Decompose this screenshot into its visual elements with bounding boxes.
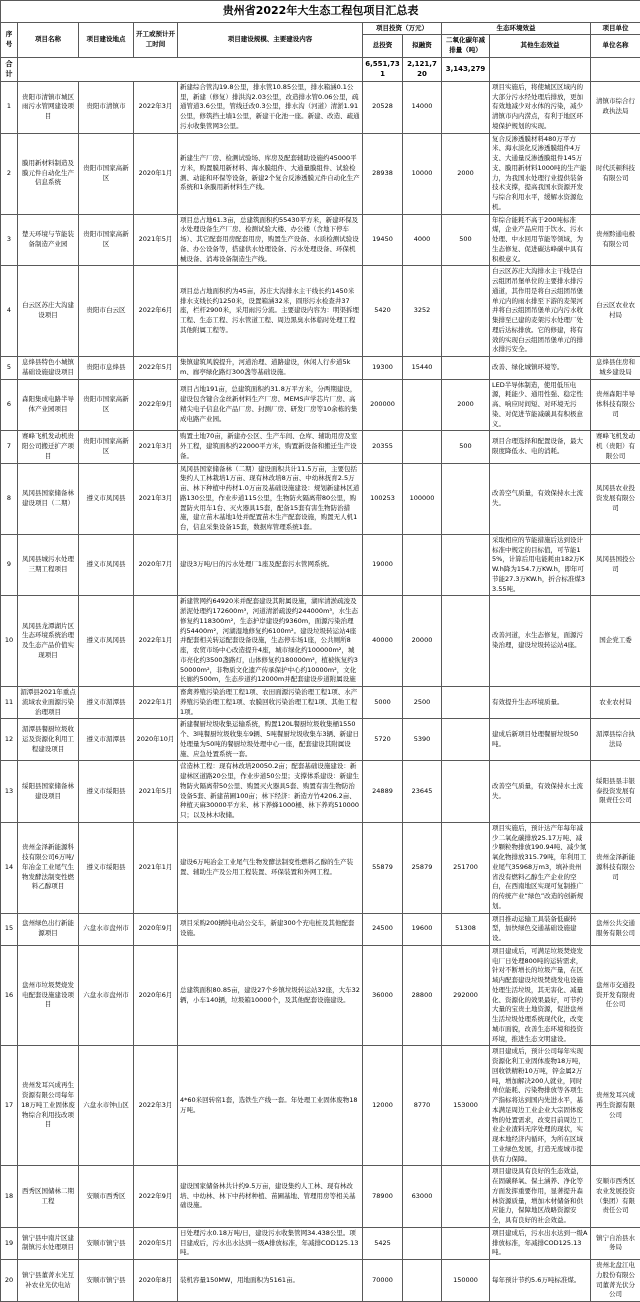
cell-start-time: 2022年3月: [134, 1046, 178, 1166]
cell-content: 日处理污水0.18万吨/日，建设污水收集管网34.438公里。项目建成后，污水出水达到一级A排放标准，年减排COD125.13吨。: [178, 1227, 363, 1259]
cell-unit-name: 镇宁自治县水务局: [591, 1227, 640, 1259]
summary-co2: 3,143,279: [442, 57, 490, 81]
cell-content: 凤冈县国家储备林（二期）建设面积共计11.5万亩，主要包括集约人工林栽培1万亩、现有林改培8万亩、中幼林抚育2.5万亩、林下种植中药材1.0万亩及基础设施建设：规划新建林区道路130公里，作业步道115公里，生物防火隔离带80公里，购置防火用车1台、灭火器具15套，配备15套有害生物防治措施，建立苗木基地1处并配置苗木生产配套设施，购置无人机1台，信息采集设备15套，数据库管理系统1套。: [178, 463, 363, 534]
cell-unit-name: 湄潭县综合执法局: [591, 719, 640, 761]
cell-financing: [403, 534, 442, 596]
cell-location: 遵义市绥阳县: [79, 761, 134, 823]
cell-content: 新建餐厨垃圾收集运输系统，购置120L餐厨垃圾收集桶1550个、3吨餐厨垃圾收集车9辆、5吨餐厨垃圾收集车3辆、新建日处理量为50吨的餐厨垃圾处理中心一座，配套建设其附属设施、应急处置系统一套。: [178, 719, 363, 761]
cell-other-eco: 项目实施后，预计达产年每年减少二氧化碳排放25.17万吨、减少颗粒物排放190.94吨、减少氮氧化物排放315.79吨，年利用工业尾气35968万m3，填补贵州省没有燃料乙醇生产企业的空白，在西南地区实现可复制推广的传统产业“绿色”改造的创新规划。: [490, 822, 591, 913]
cell-financing: [403, 379, 442, 431]
cell-location: 遵义市凤冈县: [79, 534, 134, 596]
cell-total-investment: 5720: [363, 719, 403, 761]
cell-project-name: 白云区苏庄大沟建设项目: [18, 266, 79, 357]
table-row: [1, 266, 640, 357]
cell-unit-name: 安顺市西秀区农业发展投资（集团）有限责任公司: [591, 1166, 640, 1228]
cell-start-time: 2022年1月: [134, 596, 178, 687]
table-row: [1, 534, 640, 596]
cell-start-time: 2022年6月: [134, 266, 178, 357]
cell-location: 遵义市凤冈县: [79, 596, 134, 687]
cell-unit-name: 国企党工委: [591, 596, 640, 687]
cell-seq: 14: [1, 822, 18, 913]
cell-project-name: 赛峰飞机发动机贵阳公司搬迁扩产项目: [18, 431, 79, 463]
cell-other-eco: 改善、绿化城镇环境等。: [490, 357, 591, 380]
table-row: [1, 379, 640, 431]
cell-other-eco: 采取相应的节能措施后达到设计标准中规定的目标值，可节能15%，计算后用电能耗由182万KW.h降为154.7万KW.h，即年可节能27.3万KW.h，折合标准煤33.55吨。: [490, 534, 591, 596]
table-row: [1, 431, 640, 463]
cell-seq: 19: [1, 1227, 18, 1259]
cell-other-eco: 复合反渗透膜材料480万平方米、海水淡化反渗透膜组件4万支、大通量反渗透膜组件145万支、膜用新材料1000吨的生产能力，为我国水处理行业提供装备技术支撑，提高我国水资源开发与综合利用水平，缓解水资源危机。: [490, 133, 591, 214]
cell-seq: 3: [1, 214, 18, 266]
cell-start-time: 2020年1月: [134, 133, 178, 214]
cell-co2-reduction: [442, 687, 490, 719]
cell-co2-reduction: [442, 463, 490, 534]
cell-total-investment: 20528: [363, 81, 403, 133]
cell-start-time: 2021年1月: [134, 822, 178, 913]
col-header-start-time: 开工或预计开工时间: [134, 22, 178, 57]
cell-financing: 19600: [403, 913, 442, 945]
cell-seq: 6: [1, 379, 18, 431]
cell-total-investment: 19300: [363, 357, 403, 380]
cell-start-time: 2022年5月: [134, 357, 178, 380]
table-row: [1, 1046, 640, 1166]
col-header-seq: 序号: [1, 22, 18, 57]
cell-financing: 15440: [403, 357, 442, 380]
cell-co2-reduction: 500: [442, 431, 490, 463]
cell-unit-name: 时代沃顿科技有限公司: [591, 133, 640, 214]
col-group-investment: 项目投资（万元）: [363, 22, 442, 35]
cell-total-investment: 40000: [363, 596, 403, 687]
cell-total-investment: 19450: [363, 214, 403, 266]
cell-location: 贵阳市国家高新区: [79, 214, 134, 266]
cell-co2-reduction: [442, 761, 490, 823]
cell-location: 六盘水市钟山区: [79, 1046, 134, 1166]
cell-total-investment: 24500: [363, 913, 403, 945]
cell-unit-name: 盘州市交通投资开发有限责任公司: [591, 945, 640, 1046]
cell-start-time: 2021年3月: [134, 463, 178, 534]
cell-start-time: 2022年9月: [134, 1166, 178, 1228]
cell-financing: 10000: [403, 133, 442, 214]
cell-project-name: 盘州绿色出行新能源项目: [18, 913, 79, 945]
cell-project-name: 镇宁县董菁水光互补农业光伏电站: [18, 1260, 79, 1302]
cell-start-time: 2020年10月: [134, 719, 178, 761]
cell-other-eco: 建成后新项目处理餐厨垃圾50吨。: [490, 719, 591, 761]
cell-financing: 25879: [403, 822, 442, 913]
cell-seq: 11: [1, 687, 18, 719]
cell-unit-name: 白云区农业农村局: [591, 266, 640, 357]
summary-total-investment: 6,551,731: [363, 57, 403, 81]
cell-total-investment: 19000: [363, 534, 403, 596]
cell-content: 建设6万吨冶金工业尾气生物发酵法制变性燃料乙醇的生产装置、辅助生产及公用工程装置、环保装置和外网工程。: [178, 822, 363, 913]
cell-project-name: 膜用新材料制造及膜元件自动化生产信息系统: [18, 133, 79, 214]
col-header-location: 项目建设地点: [79, 22, 134, 57]
cell-location: 遵义市湄潭县: [79, 719, 134, 761]
table-row: [1, 761, 640, 823]
cell-co2-reduction: 150000: [442, 1260, 490, 1302]
cell-content: 营造林工程：现有林改培20050.2亩；配套基础设施建设：新建林区道路20公里，作业步道50公里；支撑体系建设：新建生物防火隔离带50公里、购置灭火器具5套、购置有害生物防治设备5套、新建苗圃100亩；林下经济：新造方竹4206.2亩、种植天麻30000平方米、林下养蜂1000桶、林下养鸡510000只；以及林木收储。: [178, 761, 363, 823]
cell-location: 遵义市绥阳县: [79, 822, 134, 913]
cell-start-time: 2020年7月: [134, 534, 178, 596]
table-row: [1, 945, 640, 1046]
cell-start-time: 2022年1月: [134, 687, 178, 719]
table-row: [1, 596, 640, 687]
cell-co2-reduction: 251700: [442, 822, 490, 913]
cell-start-time: 2020年5月: [134, 1227, 178, 1259]
cell-financing: [403, 431, 442, 463]
cell-co2-reduction: [442, 596, 490, 687]
cell-total-investment: 200000: [363, 379, 403, 431]
cell-financing: 2500: [403, 687, 442, 719]
cell-other-eco: 改善空气质量，有效保持水土流失。: [490, 463, 591, 534]
cell-other-eco: LED半导体制造，使用低压电源，耗能少、通用性强、稳定性高、响应时间短、对环境无污染、对促进节能减碳具有积极意义。: [490, 379, 591, 431]
cell-unit-name: 盘州公共交通服务有限公司: [591, 913, 640, 945]
table-row: [1, 719, 640, 761]
cell-co2-reduction: [442, 1166, 490, 1228]
title-row: [1, 1, 640, 23]
cell-seq: 9: [1, 534, 18, 596]
cell-location: 贵阳市国家高新区: [79, 133, 134, 214]
cell-unit-name: 息烽县住房和城乡建设局: [591, 357, 640, 380]
cell-total-investment: 70000: [363, 1260, 403, 1302]
cell-total-investment: 5420: [363, 266, 403, 357]
cell-seq: 13: [1, 761, 18, 823]
cell-project-name: 镇宁县中南片区建制镇污水处理项目: [18, 1227, 79, 1259]
cell-start-time: 2021年3月: [134, 431, 178, 463]
cell-project-name: 息烽县特色小城镇基础设施建设项目: [18, 357, 79, 380]
col-header-financing: 拟融资: [403, 35, 442, 58]
cell-start-time: 2020年6月: [134, 945, 178, 1046]
col-header-unit-name: 单位名称: [591, 35, 640, 58]
cell-other-eco: 改善空气质量，有效保持水土流失。: [490, 761, 591, 823]
cell-content: 新建管网约64920米并配套建设其附属设施，湖库清淤疏浚及淤泥处理约172600m³，河道清淤疏浚约244000m³，水生态修复约118300m²，生态护岸建设约9360m，面源污染治理约54400m²，河湖湿地修复约6100m²。建设垃圾转运站4座并配套相关转运配套设备设施，生态停车场1座，公共厕所8座，农贸市场中心改造提升4座，城市绿化约100000m²，城市亮化约3500盏路灯，山体修复约180000m²，植被恢复约350000m²，非物质文化遗产传承保护中心约10000m²，文化长廊约500m，生态步道约12000m并配套建设步道附属设施: [178, 596, 363, 687]
cell-seq: 4: [1, 266, 18, 357]
cell-other-eco: 改善河道，水生态修复，面源污染治理，建设垃圾转运站4座。: [490, 596, 591, 687]
cell-seq: 15: [1, 913, 18, 945]
cell-financing: [403, 1260, 442, 1302]
cell-seq: 20: [1, 1260, 18, 1302]
cell-content: 项目占地191亩，总建筑面积约31.8万平方米，分两期建设，建设包含键合金丝新材料生产厂房、MEMS声学芯片厂房、高精尖电子信息化产品厂房、封测厂房、研发厂房等10余栋的集成电路产业园。: [178, 379, 363, 431]
cell-other-eco: 每年预计节约5.6万吨标准煤。: [490, 1260, 591, 1302]
table-row: [1, 81, 640, 133]
cell-financing: 5390: [403, 719, 442, 761]
cell-total-investment: 5000: [363, 687, 403, 719]
table-row: [1, 214, 640, 266]
cell-unit-name: 农业农村局: [591, 687, 640, 719]
cell-financing: [403, 1227, 442, 1259]
table-row: [1, 133, 640, 214]
cell-financing: 63000: [403, 1166, 442, 1228]
cell-unit-name: 凤冈县农业投资发展有限公司: [591, 463, 640, 534]
cell-content: 项目总占地面积约为45亩，苏庄大沟排水主干线长约1450米排水支线长约1250米，设置箱涵32米，圆形污水检查井37座，栏杆2900米，采用雨污分流。主要建设内容为：明渠拆埋工程、生态工程、污水管道工程、周边黑臭水体临时处理工程其他附属工程等。: [178, 266, 363, 357]
cell-content: 新建综合管沟19.8公里，排水管10.85公里，排水箱涵0.1公里，新建（修复）排洪沟2.03公里，改造排水管0.06公里，疏通管道3.6公里，管线迁改0.3公里，排水沟（河道）清淤1.91公里，修筑挡土墙1公里，新建干化池一座。新建、改造、疏通污水收集管网3公里。: [178, 81, 363, 133]
cell-project-name: 绥阳县国家储备林建设项目: [18, 761, 79, 823]
cell-other-eco: 项目推动运输工具装备低碳转型，加快绿色交通基础设施建设。: [490, 913, 591, 945]
cell-other-eco: 年综合能耗不高于200吨标准煤，企业产品应用于饮水、污水处理、中水回用节能等领域，为生态修复、促进碳达峰碳中具有积极意义。: [490, 214, 591, 266]
col-header-name: 项目名称: [18, 22, 79, 57]
cell-project-name: 楚天环境与节能装备制造产业园: [18, 214, 79, 266]
cell-start-time: 2022年3月: [134, 81, 178, 133]
cell-total-investment: 20355: [363, 431, 403, 463]
cell-co2-reduction: 51308: [442, 913, 490, 945]
cell-unit-name: 清镇市综合行政执法局: [591, 81, 640, 133]
cell-start-time: 2020年9月: [134, 913, 178, 945]
cell-content: 畜禽养殖污染治理工程1项、农田面源污染治理工程1项、水产养殖污染治理工程1项、农膜回收污染治理工程1项、其他工程1项。: [178, 687, 363, 719]
cell-other-eco: 白云区苏庄大沟排水主干线是白云组团吊堡单位的主要排水排污通道，其作用是将白云组团吊堡单元内的雨水排至下游的麦架河并将白云组团吊堡单元内污水收集排至已建的麦架污水处理厂处理后达标排放。它的修建，将有效的实现白云组团吊堡单元的排水排污安全。: [490, 266, 591, 357]
header-row-top: [1, 22, 640, 35]
cell-co2-reduction: [442, 81, 490, 133]
cell-start-time: 2021年5月: [134, 214, 178, 266]
cell-project-name: 西秀区国储林二期工程: [18, 1166, 79, 1228]
cell-project-name: 湄潭县餐厨垃圾收运及资源化利用工程建设项目: [18, 719, 79, 761]
cell-location: 安顺市镇宁县: [79, 1260, 134, 1302]
summary-spacer: [18, 57, 363, 81]
cell-other-eco: 项目建成后，预计公司每年实现资源化利工业固体废物18万吨，回收铁精粉10万吨，锌金属2万吨，增加解决200人就业，同时单位能耗、污染物排放等各项生产指标将达到国内先进水平，基本满足周边工业企业大宗固体废物的处置需求，改变目前周边工业企业渣料无序处理的现状，实现本地经济内循环，为所在区域工业绿色发展，打造无废城市提供有力保障。: [490, 1046, 591, 1166]
cell-seq: 8: [1, 463, 18, 534]
cell-co2-reduction: 2000: [442, 133, 490, 214]
cell-other-eco: 有效提升生态环境质量。: [490, 687, 591, 719]
cell-unit-name: 凤冈县国投公司: [591, 534, 640, 596]
table-row: [1, 913, 640, 945]
page-title: 贵州省2022年大生态工程包项目汇总表: [1, 1, 640, 23]
cell-other-eco: 项目实施后，将使城区区域内的大部分污水经处理后排放，更加有效地减少对水体的污染，减少清镇市内内涝点，有利于地区环境保护规划的实现。: [490, 81, 591, 133]
cell-financing: 100000: [403, 463, 442, 534]
cell-financing: 8770: [403, 1046, 442, 1166]
cell-total-investment: 24889: [363, 761, 403, 823]
cell-project-name: 盘州市垃圾焚烧发电配套设施建设项目: [18, 945, 79, 1046]
cell-co2-reduction: [442, 266, 490, 357]
cell-financing: 20000: [403, 596, 442, 687]
cell-project-name: 凤冈县城污水处理三期工程项目: [18, 534, 79, 596]
cell-unit-name: 贵州发耳兴成再生资源有限公司: [591, 1046, 640, 1166]
cell-total-investment: 55879: [363, 822, 403, 913]
cell-financing: 23645: [403, 761, 442, 823]
summary-eco-spacer: [490, 57, 591, 81]
cell-location: 贵阳市息烽县: [79, 357, 134, 380]
cell-total-investment: 78900: [363, 1166, 403, 1228]
cell-location: 贵阳市国家高新区: [79, 431, 134, 463]
col-group-unit: 项目单位: [591, 22, 640, 35]
cell-co2-reduction: [442, 719, 490, 761]
cell-location: 安顺市西秀区: [79, 1166, 134, 1228]
summary-financing: 2,121,720: [403, 57, 442, 81]
cell-seq: 12: [1, 719, 18, 761]
table-row: [1, 1260, 640, 1302]
cell-total-investment: 100253: [363, 463, 403, 534]
summary-row: [1, 57, 640, 81]
cell-unit-name: 贵州黔通电极有限公司: [591, 214, 640, 266]
cell-co2-reduction: 292000: [442, 945, 490, 1046]
cell-seq: 18: [1, 1166, 18, 1228]
cell-total-investment: 36000: [363, 945, 403, 1046]
cell-project-name: 凤冈县国家储备林建设项目（二期）: [18, 463, 79, 534]
cell-content: 装机容量150MW，用地面积为5161亩。: [178, 1260, 363, 1302]
cell-location: 遵义市湄潭县: [79, 687, 134, 719]
cell-seq: 10: [1, 596, 18, 687]
cell-financing: 28800: [403, 945, 442, 1046]
cell-location: 六盘水市盘州市: [79, 913, 134, 945]
cell-total-investment: 5425: [363, 1227, 403, 1259]
cell-unit-name: 贵州北盘江电力股份有限公司董菁光伏分公司: [591, 1260, 640, 1302]
cell-start-time: 2020年8月: [134, 1260, 178, 1302]
cell-project-name: 凤冈县龙潭湖片区生态环境系统治理及生态产品价值实现项目: [18, 596, 79, 687]
table-row: [1, 357, 640, 380]
cell-other-eco: 项目建成后，污水出水达到一级A排放标准，年减排COD125.13吨。: [490, 1227, 591, 1259]
cell-start-time: 2021年5月: [134, 761, 178, 823]
cell-other-eco: 项目合理选择和配置设备，最大限度降低水、电的消耗。: [490, 431, 591, 463]
cell-project-name: 贵州发耳兴成再生资源有限公司每年18万吨工业固体废物综合利用技改项目: [18, 1046, 79, 1166]
cell-financing: 4000: [403, 214, 442, 266]
cell-seq: 16: [1, 945, 18, 1046]
cell-financing: 3252: [403, 266, 442, 357]
cell-unit-name: 绥阳县垦丰银泰投资发展有限责任公司: [591, 761, 640, 823]
cell-other-eco: 项目建设具有良好的生态效益，在固碳释氧、保土涵养、净化等方面发挥重要作用，显著提升森林资源质量，增加木材储备和供应能力，保障地区战略资源安全，具有良好的社会效益。: [490, 1166, 591, 1228]
cell-content: 购置土地70亩，新建办公区、生产车间、仓库、辅助用房及室外工程，建筑面积约22000平方米，购置新设备和搬迁生产设备。: [178, 431, 363, 463]
cell-content: 4*60米回转窑1套，选铁生产线一套。年处理工业固体废物18万吨。: [178, 1046, 363, 1166]
cell-location: 安顺市镇宁县: [79, 1227, 134, 1259]
cell-co2-reduction: 500: [442, 214, 490, 266]
cell-total-investment: 28938: [363, 133, 403, 214]
cell-project-name: 贵阳市清镇市城区雨污水管网建设项目: [18, 81, 79, 133]
table-row: [1, 1227, 640, 1259]
cell-total-investment: 12000: [363, 1046, 403, 1166]
cell-location: 贵阳市国家高新区: [79, 379, 134, 431]
cell-content: 新建生产厂房、检测试验场、库房及配套辅助设施约45000平方米，购置膜用新材料、海水膜组件、大通量膜组件、试验检测、动能和环保等设备，新建2个复合反渗透膜元件自动化生产系统和1条膜用新材料生产线。: [178, 133, 363, 214]
cell-financing: 14000: [403, 81, 442, 133]
cell-content: 集镇建筑风貌提升，河道治理、道路建设，休闲人行步道5km、廊亭绿化路灯300盏等基础设施。: [178, 357, 363, 380]
col-header-total-investment: 总投资: [363, 35, 403, 58]
cell-start-time: 2022年9月: [134, 379, 178, 431]
cell-other-eco: 项目建成后，可满足垃圾焚烧发电厂日处理800吨的运转需求，针对不断增长的垃圾产量，在区域内配套建设垃圾焚烧发电设施处理生活垃圾，其无害化、减量化、资源化的效果最好，可节约大量的宝贵土地资源，促进盘州生活垃圾处理系统现代化，改变城市面貌，改善生态环境和投资环境，推进生态文明建设。: [490, 945, 591, 1046]
cell-co2-reduction: [442, 1227, 490, 1259]
cell-seq: 7: [1, 431, 18, 463]
col-header-co2: 二氧化碳年减排量（吨）: [442, 35, 490, 58]
cell-project-name: 贵州金泽新能源科技有限公司6万吨/年冶金工业尾气生物发酵法制变性燃料乙醇项目: [18, 822, 79, 913]
cell-location: 六盘水市盘州市: [79, 945, 134, 1046]
cell-project-name: 湄潭县2021年重点流域农业面源污染治理项目: [18, 687, 79, 719]
table-row: [1, 463, 640, 534]
cell-seq: 5: [1, 357, 18, 380]
cell-seq: 2: [1, 133, 18, 214]
cell-content: 项目采购200辆纯电动公交车，新建300个充电桩及其他配套设施。: [178, 913, 363, 945]
project-rows: [1, 81, 640, 1301]
cell-unit-name: 赛峰飞机发动机（贵阳）有限公司: [591, 431, 640, 463]
cell-content: 建设3万吨/日的污水处理厂1座及配套污水管网系统。: [178, 534, 363, 596]
cell-location: 贵阳市清镇市: [79, 81, 134, 133]
cell-location: 贵阳市白云区: [79, 266, 134, 357]
summary-unit-spacer: [591, 57, 640, 81]
cell-co2-reduction: [442, 357, 490, 380]
cell-co2-reduction: [442, 534, 490, 596]
cell-unit-name: 贵州金泽新能源科技有限公司: [591, 822, 640, 913]
col-group-eco: 生态环境效益: [442, 22, 591, 35]
table-row: [1, 822, 640, 913]
cell-seq: 1: [1, 81, 18, 133]
col-header-content: 项目建设规模、主要建设内容: [178, 22, 363, 57]
cell-seq: 17: [1, 1046, 18, 1166]
cell-co2-reduction: 2000: [442, 379, 490, 431]
cell-content: 项目总占地61.3亩，总建筑面积约55430平方米，新建环保及水处理设备生产厂房、检测试验大楼、办公楼（含地下停车场）、其它配套用房配套用房，购置生产设备、水质检测试验设备、办公设备等，搭建供水处理设备、污水处理设备、环保机械设备、消毒设备制造生产线。: [178, 214, 363, 266]
cell-unit-name: 贵州森阳半导体科技有限公司: [591, 379, 640, 431]
summary-label: 合计: [1, 57, 18, 81]
col-header-other-eco: 其他生态效益: [490, 35, 591, 58]
cell-content: 总建筑面积80.85亩，建设27个乡镇垃圾转运站32座，大车32辆，小车140辆，垃圾箱10000个，及其他配套设施建设。: [178, 945, 363, 1046]
table-row: [1, 1166, 640, 1228]
cell-content: 建设国家储备林共计约9.5万亩，建设集约人工林、现有林改培、中幼林、林下中药材种植、苗圃基地、管理用房等相关基础设施。: [178, 1166, 363, 1228]
table-row: [1, 687, 640, 719]
cell-co2-reduction: 153000: [442, 1046, 490, 1166]
cell-project-name: 森阳集成电路半导体产业园项目: [18, 379, 79, 431]
cell-location: 遵义市凤冈县: [79, 463, 134, 534]
